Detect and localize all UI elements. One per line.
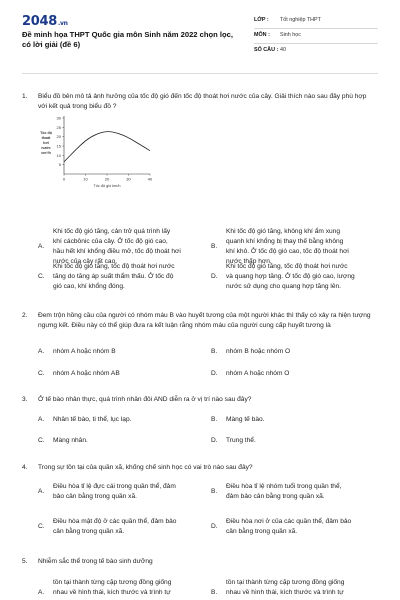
meta-value: 40 [280,47,286,53]
option-text [226,262,355,292]
meta-label: SỐ CÂU : [254,47,279,53]
option-line: Điều hòa tỉ lệ nhóm tuổi trong quần thể, [226,483,342,490]
option-letter: C. [38,370,45,377]
meta-row-subject [254,29,378,44]
option-letter: B. [211,243,218,250]
option-line: Khi tốc độ gió tăng, cản trở quá trình lấy [53,228,171,235]
option-line: tồn tại thành từng cặp tương đồng giống [226,579,345,586]
option-text [226,227,349,267]
option-text: Màng nhân. [53,437,88,444]
y-tick-label: 25 [56,124,61,130]
option-text: Màng tế bào. [226,416,265,423]
header-divider [22,73,378,74]
site-logo[interactable] [22,14,68,29]
option-line: Điều hòa tỉ lệ đực cái trong quần thể, đảm [53,483,176,490]
option-letter: B. [211,348,218,355]
option-line: hầu hết khí khổng điều mở, tốc độ thoát hơi [53,248,181,255]
option-line: tăng do tăng áp suất thẩm thấu. Ở tốc độ [53,273,174,280]
y-tick-label: 30 [56,115,61,121]
option-letter: B. [211,589,218,596]
option-text [226,578,344,598]
option-letter: D. [211,370,218,377]
meta-row-class [254,14,378,29]
option-line: đảm bảo cân bằng trong quần xã. [226,493,325,500]
option-letter: C. [38,437,45,444]
option-line: Điều hòa mật độ ở các quần thể, đảm bảo [53,518,177,525]
option-line: Điều hòa nơi ở của các quần thể, đảm bảo [226,518,352,525]
option-line: Khi tốc độ gió tăng, tốc độ thoát hơi nước [53,263,175,270]
option-letter: D. [211,523,218,530]
option-letter: C. [38,523,45,530]
question-number: 1. [22,93,28,100]
option-letter: A. [38,243,45,250]
y-axis-label-line: Tốc độ [40,131,52,135]
option-letter: B. [211,488,218,495]
option-line: tồn tại thành từng cặp tương đồng giống [53,579,172,586]
option-letter: A. [38,416,45,423]
logo-suffix: .vn [57,20,68,27]
y-tick-label: 5 [58,162,61,168]
option-letter: C. [38,273,45,280]
option-text: Nhân tế bào, ti thể, lục lạp. [53,416,132,423]
question-number: 4. [22,464,28,471]
question-text: Ở tế bào nhân thực, quá trình nhân đôi AND diễn ra ở vị trí nào sau đây? [38,396,252,403]
option-line: Khi tốc độ gió tăng, không khí ẩm xung [226,228,340,235]
option-letter: D. [211,437,218,444]
option-letter: A. [38,589,45,596]
option-text: nhóm B hoặc nhóm O [226,348,291,355]
x-tick-label: 0 [62,176,66,182]
meta-value: Tốt nghiệp THPT [280,17,321,23]
meta-row-count [254,44,378,59]
question-number: 2. [22,312,28,319]
page-header [22,12,378,62]
page-title: Đề minh họa THPT Quốc gia môn Sinh năm 2022 chọn lọc, có lời giải (đề 6) [22,30,233,49]
option-line: nước của cây rất cao. [53,258,118,265]
option-text [226,482,341,502]
y-axis-label-line: hơi [43,141,49,145]
option-line: bảo cân bằng trong quần xã. [53,493,137,500]
question-text: Nhiễm sắc thể trong tế bào sinh dưỡng [38,558,153,565]
option-text [226,517,351,537]
question-text: Trong sự tồn tại của quần xã, khống chế sinh học có vai trò nào sau đây? [38,464,253,471]
option-text: nhóm A hoặc nhóm AB [53,370,120,377]
y-tick-label: 15 [56,143,61,149]
option-line: quanh khí khổng bị thay thế bằng không [226,238,344,245]
x-tick-label: 30 [126,176,131,182]
option-text: Trung thể. [226,437,256,444]
exam-meta [254,14,378,59]
meta-value: Sinh học [280,32,301,38]
option-letter: A. [38,488,45,495]
option-text [53,578,171,598]
option-line: khí cácbônic của cây. Ở tốc độ gió cao, [53,238,168,245]
option-letter: B. [211,416,218,423]
logo-main: 2048 [22,14,57,29]
option-line: gió cao, khí khổng đóng. [53,283,125,290]
x-tick-label: 10 [83,176,88,182]
option-line: khí khô. Ở tốc độ gió cao, tốc độ thoát hơi [226,248,349,255]
y-axis-label-line: nước [41,146,51,150]
question-text: Đem trộn hồng cầu của người có nhóm máu B vào huyết tương của một người khác thì thấy có xảy ra hiện tượng ngưng kết. Điều này có thể giúp đưa ra kết luận rằng nhóm máu của người cung cấp huyết tương là [38,312,371,329]
y-tick-label: 20 [56,134,61,140]
x-axis-label: Tốc độ gió km/h [93,184,121,188]
question-text: Biểu đồ bên mô tả ảnh hưởng của tốc độ gió đến tốc độ thoát hơi nước của cây. Giải thích nào sau đây phù hợp với kết quả trong biểu đồ ? [38,93,367,110]
y-axis-label-line: thoát [41,136,51,140]
option-line: nước sử dụng cho quang hợp tăng lên. [226,283,341,290]
meta-label: LỚP : [254,17,269,23]
x-tick-label: 20 [104,176,110,182]
option-text [53,517,176,537]
series-line [64,132,150,162]
wind-transpiration-chart [38,112,158,192]
option-line: cân bằng trong quần xã. [226,528,298,535]
option-line: nhau về hình thái, kích thước và trình tự [53,589,171,596]
option-line: cân bằng trong quần xã. [53,528,125,535]
option-line: nước thấp hơn. [226,258,272,265]
meta-label: MÔN : [254,32,270,38]
x-tick-label: 40 [147,176,153,182]
option-line: và quang hợp tăng. Ở tốc độ gió cao, lượng [226,273,355,280]
y-axis-label-line: cm³/h [41,151,51,155]
option-text [53,482,176,502]
question-number: 3. [22,396,28,403]
option-text [53,262,175,292]
option-text: nhóm A hoặc nhóm B [53,348,116,355]
question-number: 5. [22,558,28,565]
option-text: nhóm A hoặc nhóm O [226,370,290,377]
option-letter: A. [38,348,45,355]
option-line: nhau về hình thái, kích thước và trình tự [226,589,344,596]
option-letter: D. [211,273,218,280]
option-text [53,227,181,267]
option-line: Khi tốc độ gió tăng, tốc độ thoát hơi nước [226,263,348,270]
y-tick-label: 10 [56,152,61,158]
